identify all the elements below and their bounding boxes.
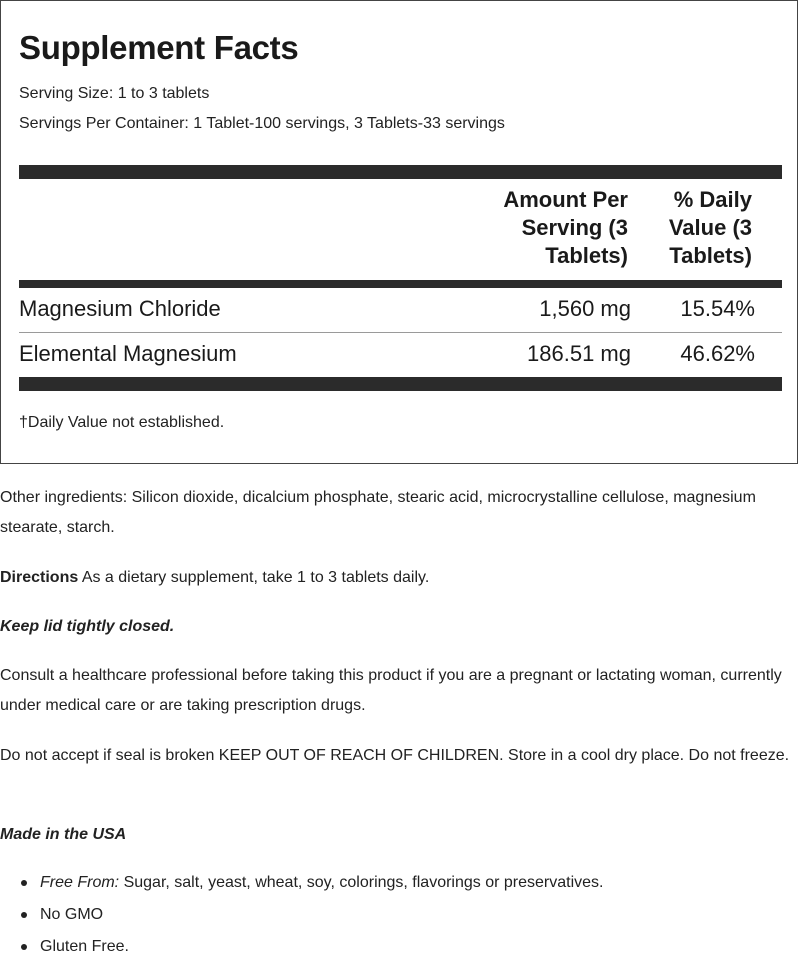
no-gmo-text: No GMO <box>40 906 104 923</box>
nutrient-amount: 1,560 mg <box>539 296 631 321</box>
supplement-facts-panel <box>0 0 798 464</box>
divider-bar-bottom <box>19 377 782 391</box>
seal-warning: Do not accept if seal is broken KEEP OUT OF REACH OF CHILDREN. Store in a cool dry place. Do not freeze. <box>0 747 790 764</box>
other-ingredients: Other ingredients: Silicon dioxide, dicalcium phosphate, stearic acid, microcrystalline cellulose, magnesium stearate, starch. <box>0 489 756 536</box>
feature-list <box>0 867 800 963</box>
column-header-daily-value: % Daily Value (3 Tablets) <box>668 187 752 268</box>
daily-value-footnote: †Daily Value not established. <box>19 414 225 431</box>
nutrient-daily-value: 15.54% <box>680 296 755 321</box>
keep-lid-notice: Keep lid tightly closed. <box>0 618 175 635</box>
bullet-icon <box>21 912 27 918</box>
bullet-icon <box>21 944 27 950</box>
table-row <box>19 333 782 377</box>
gluten-free-text: Gluten Free. <box>40 938 129 955</box>
free-from-text: Sugar, salt, yeast, wheat, soy, colorings, flavorings or preservatives. <box>119 874 604 891</box>
nutrient-amount: 186.51 mg <box>527 341 631 366</box>
list-item <box>0 899 800 931</box>
nutrient-daily-value: 46.62% <box>680 341 755 366</box>
nutrient-name: Elemental Magnesium <box>19 341 237 366</box>
facts-title: Supplement Facts <box>19 29 299 66</box>
made-in-usa: Made in the USA <box>0 826 127 843</box>
serving-size: Serving Size: 1 to 3 tablets <box>19 85 210 102</box>
list-item <box>0 867 800 899</box>
consult-warning: Consult a healthcare professional before taking this product if you are a pregnant or lactating woman, currently under medical care or are taking prescription drugs. <box>0 667 782 714</box>
servings-per-container: Servings Per Container: 1 Tablet-100 servings, 3 Tablets-33 servings <box>19 115 505 132</box>
nutrient-name: Magnesium Chloride <box>19 296 221 321</box>
column-header-amount: Amount Per Serving (3 Tablets) <box>503 187 628 268</box>
bullet-icon <box>21 880 27 886</box>
divider-bar-top <box>19 165 782 179</box>
directions-label: Directions <box>0 569 79 586</box>
table-row <box>19 288 782 333</box>
list-item <box>0 931 800 963</box>
directions-text: As a dietary supplement, take 1 to 3 tablets daily. <box>78 569 430 586</box>
free-from-label: Free From: <box>40 874 120 891</box>
directions <box>0 563 800 593</box>
divider-bar-middle <box>19 280 782 288</box>
